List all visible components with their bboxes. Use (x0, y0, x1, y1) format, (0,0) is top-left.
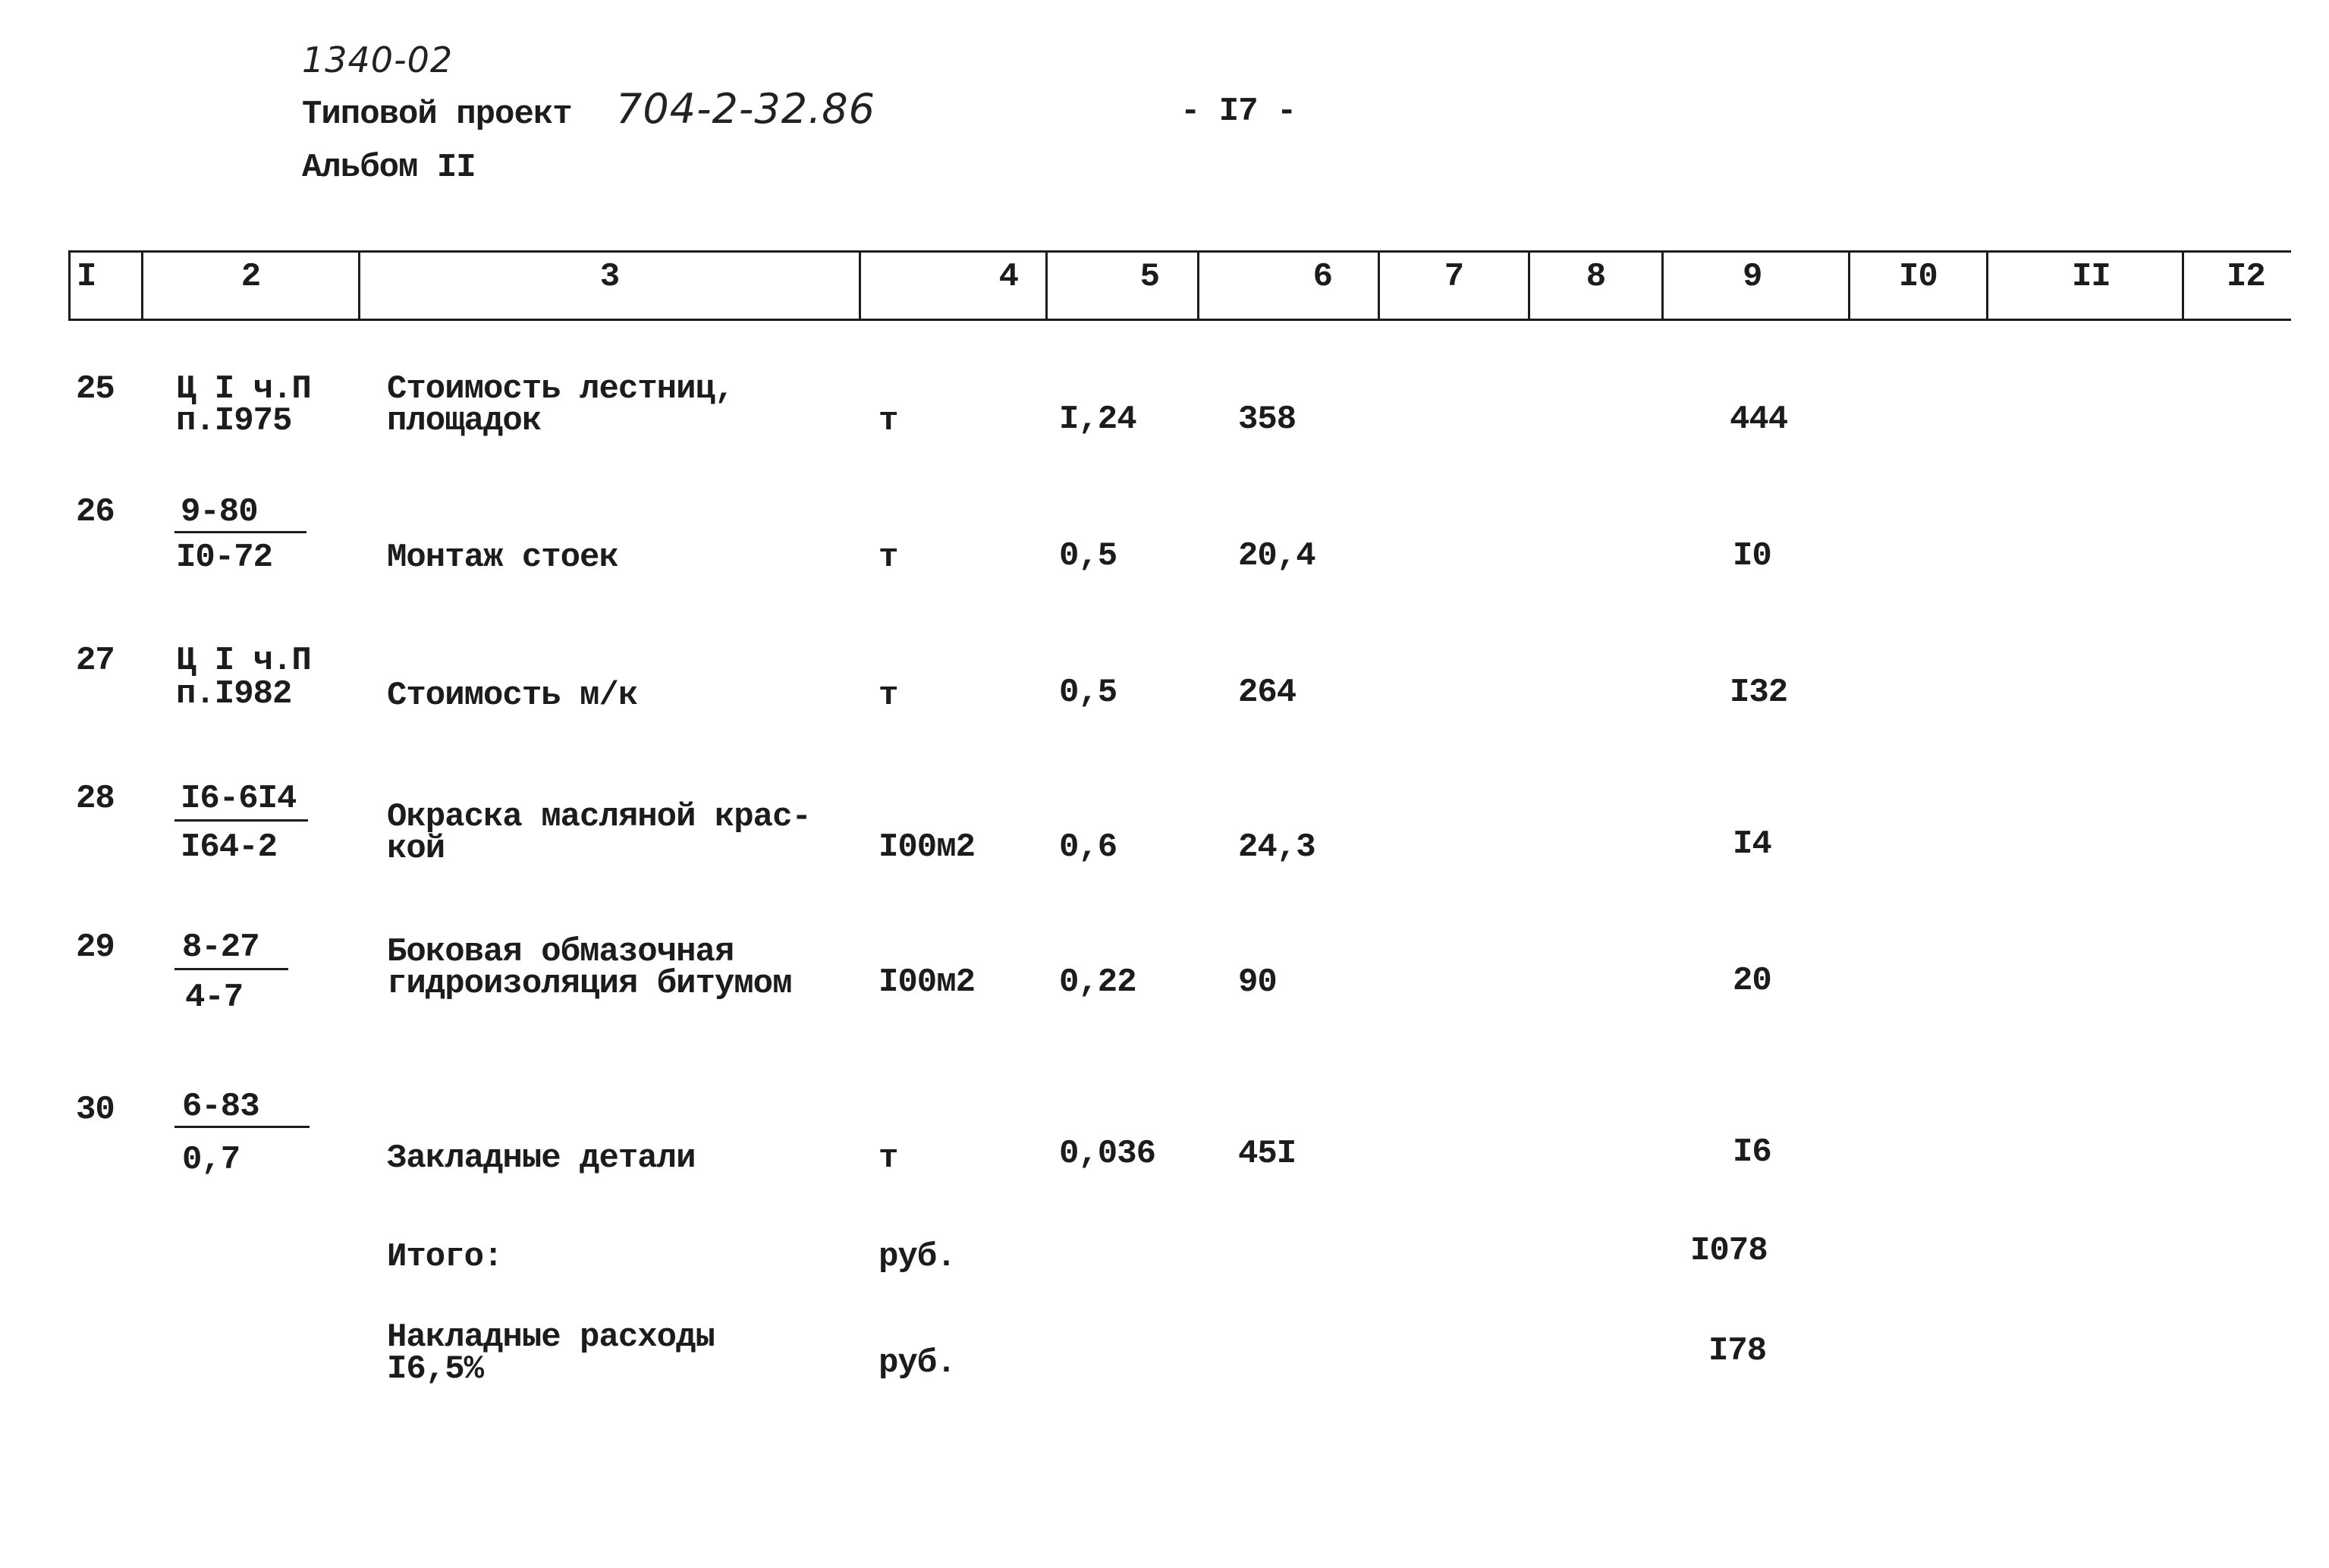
fraction-bar (174, 531, 306, 533)
row-quantity: I,24 (1059, 401, 1136, 438)
row-number: 29 (76, 929, 115, 966)
header-bottom-rule (68, 319, 2291, 321)
column-header-1: I (68, 250, 141, 319)
row-number: 28 (76, 780, 115, 818)
row-code-bottom: п.I982 (176, 675, 292, 713)
row-unit: т (878, 677, 898, 715)
column-header-9: 9 (1661, 250, 1848, 319)
column-header-4: 4 (859, 250, 1045, 319)
fraction-bar (174, 819, 308, 822)
summary-unit: руб. (878, 1344, 956, 1382)
row-unit: т (878, 1139, 898, 1177)
doc-code: 1340-02 (302, 39, 454, 80)
summary-label: Итого: (387, 1238, 503, 1276)
fraction-bar (174, 968, 288, 970)
row-description-line2: кой (387, 830, 445, 868)
column-header-5: 5 (1045, 250, 1197, 319)
column-header-10: I0 (1848, 250, 1986, 319)
column-header-12: I2 (2182, 250, 2291, 319)
column-header-6: 6 (1197, 250, 1378, 319)
row-quantity: 0,6 (1059, 828, 1117, 866)
row-code-bottom: I0-72 (176, 539, 273, 577)
row-code-bottom: 0,7 (182, 1141, 240, 1179)
column-header-2: 2 (141, 250, 358, 319)
row-total: 20 (1733, 962, 1771, 1000)
column-header-11: II (1986, 250, 2182, 319)
project-label: Типовой проект (302, 96, 572, 134)
row-quantity: 0,22 (1059, 963, 1136, 1001)
row-price: 90 (1238, 963, 1277, 1001)
row-number: 30 (76, 1091, 115, 1129)
row-code-top: Ц I ч.П (176, 370, 311, 408)
row-description-line1: Стоимость лестниц, (387, 370, 734, 408)
row-total: 444 (1730, 401, 1788, 438)
row-quantity: 0,5 (1059, 674, 1117, 712)
summary-label-line1: Накладные расходы (387, 1318, 715, 1356)
row-description-line1: Окраска масляной крас- (387, 798, 811, 836)
row-total: I0 (1733, 537, 1771, 575)
row-code-top: 9-80 (181, 493, 258, 531)
column-header-3: 3 (358, 250, 859, 319)
column-header-8: 8 (1528, 250, 1661, 319)
row-description-line2: площадок (387, 402, 542, 440)
row-code-bottom: I64-2 (181, 828, 278, 866)
row-price: 45I (1238, 1135, 1297, 1173)
summary-label-line2: I6,5% (387, 1350, 484, 1388)
project-number: 704-2-32.86 (616, 85, 875, 133)
row-price: 20,4 (1238, 537, 1315, 575)
row-price: 358 (1238, 401, 1297, 438)
row-code-top: I6-6I4 (181, 780, 297, 818)
row-description-line1: Монтаж стоек (387, 539, 618, 577)
row-unit: I00м2 (878, 828, 976, 866)
summary-unit: руб. (878, 1238, 956, 1276)
row-quantity: 0,036 (1059, 1135, 1156, 1173)
row-number: 26 (76, 493, 115, 531)
row-number: 27 (76, 642, 115, 680)
row-code-bottom: п.I975 (176, 402, 292, 440)
row-code-bottom: 4-7 (185, 979, 244, 1017)
row-quantity: 0,5 (1059, 537, 1117, 575)
row-total: I6 (1733, 1133, 1771, 1171)
column-header-7: 7 (1378, 250, 1528, 319)
row-description-line1: Боковая обмазочная (387, 933, 734, 971)
row-unit: I00м2 (878, 963, 976, 1001)
row-total: I32 (1730, 674, 1788, 712)
row-number: 25 (76, 370, 115, 408)
row-code-top: 6-83 (182, 1088, 259, 1126)
row-price: 264 (1238, 674, 1297, 712)
summary-total: I078 (1690, 1232, 1768, 1270)
row-unit: т (878, 539, 898, 577)
row-description-line1: Стоимость м/к (387, 677, 638, 715)
summary-total: I78 (1708, 1332, 1767, 1370)
row-price: 24,3 (1238, 828, 1315, 866)
page-number: - I7 - (1180, 93, 1297, 130)
row-code-top: 8-27 (182, 929, 259, 966)
album-label: Альбом II (302, 149, 476, 187)
fraction-bar (174, 1126, 310, 1128)
row-unit: т (878, 402, 898, 440)
row-code-top: Ц I ч.П (176, 642, 311, 680)
row-description-line1: Закладные детали (387, 1139, 696, 1177)
row-description-line2: гидроизоляция битумом (387, 965, 792, 1003)
row-total: I4 (1733, 825, 1771, 863)
